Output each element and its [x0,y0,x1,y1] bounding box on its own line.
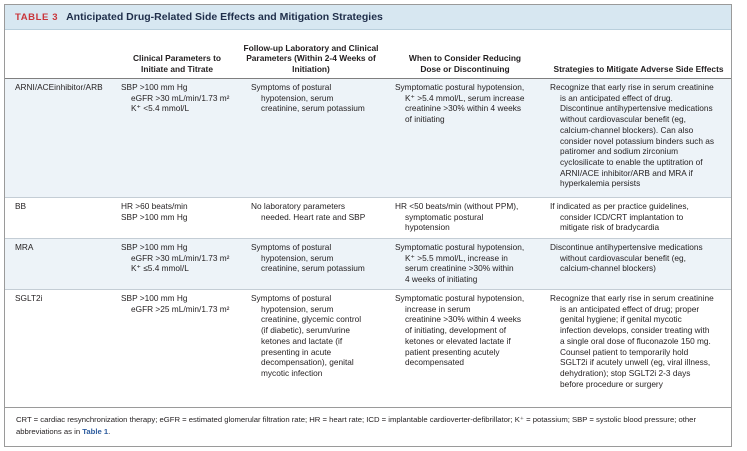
cell-line: Recognize that early rise in serum creatinine [550,293,714,303]
cell-line: serum creatinine >30% within [405,263,514,274]
table-title: Anticipated Drug-Related Side Effects and Mitigation Strategies [66,11,383,23]
cell-line: hypotension, serum [261,252,334,263]
cell-line: SBP >100 mm Hg [121,211,188,222]
cell-line: 4 weeks of initiating [405,274,478,285]
row-bb-initiate [121,201,188,222]
footnote-divider [5,407,731,408]
cell-line: creatinine, glycemic control [261,314,362,325]
cell-line: of initiating [405,114,445,125]
row-sglt2i-reduce [395,293,524,368]
header-line: Strategies to Mitigate Adverse Side Effects [553,63,724,74]
cell-line: presenting in acute [261,346,332,357]
header-reduce [389,36,541,74]
row-divider [5,197,731,198]
cell-line: cyclosilicate to enable the uptitration of [560,156,703,167]
footnote-suffix: . [108,426,111,436]
cell-line: ARNI/ACE inhibitor/ARB and MRA if [560,167,693,178]
cell-line: symptomatic postural [405,211,484,222]
cell-line: without cardiovascular benefit (eg, [560,252,686,263]
header-line: Initiation) [292,63,330,74]
cell-line: creatinine, serum potassium [261,103,365,114]
row-bb-mitigate [550,201,689,233]
cell-line: Symptomatic postural hypotension, [395,293,525,303]
cell-line: creatinine >30% within 4 weeks [405,103,521,114]
cell-line: hypotension, serum [261,92,334,103]
table-title-bar [5,5,731,30]
row-mra-followup [251,242,365,274]
cell-line: hypotension, serum [261,303,334,314]
row-divider [5,289,731,290]
cell-line: ketones or elevated lactate if [405,335,511,346]
cell-line: dehydration); stop SGLT2i 2-3 days [560,367,691,378]
cell-line: calcium-channel blockers). Can also [560,124,694,135]
row-divider [5,238,731,239]
cell-line: eGFR >30 mL/min/1.73 m² [131,252,230,263]
cell-line: is an anticipated effect of drug; proper [560,303,700,314]
header-initiate [123,36,231,74]
footnote-line-1: CRT = cardiac resynchronization therapy; eGFR = estimated glomerular filtration rate; HR = heart rate; ICD = implantable cardioverter-defibrillator; K⁺ = potassium; SBP = systolic blood pressure; other [16,415,697,424]
cell-line: K⁺ >5.4 mmol/L, serum increase [405,92,525,103]
cell-line: patient presenting acutely [405,346,500,357]
cell-line: K⁺ ≤5.4 mmol/L [131,263,189,274]
header-followup [241,36,381,74]
cell-line: consider ICD/CRT implantation to [560,211,684,222]
cell-line: Symptomatic postural hypotension, [395,242,525,252]
header-drug [5,36,113,74]
cell-line: is an anticipated effect of drug. [560,92,673,103]
footnote-line-2 [16,426,724,438]
row-arni-reduce [395,82,524,125]
cell-line: Symptoms of postural [251,82,332,92]
row-bb-drug: BB [15,201,27,211]
cell-line: genital hygiene; if genital mycotic [560,314,682,325]
cell-line: HR >60 beats/min [121,201,188,211]
cell-line: hypotension [405,222,450,233]
header-line: Initiate and Titrate [141,63,213,74]
cell-line: No laboratory parameters [251,201,346,211]
row-sglt2i-followup [251,293,361,379]
row-sglt2i-mitigate [550,293,714,389]
cell-line: increase in serum [405,303,471,314]
cell-line: mitigate risk of bradycardia [560,222,660,233]
table-label: TABLE 3 [15,11,59,23]
row-mra-drug: MRA [15,242,34,252]
cell-line: Discontinue antihypertensive medications [550,242,703,252]
row-arni-followup [251,82,365,114]
cell-line: Counsel patient to temporarily hold [560,346,689,357]
cell-line: infection develops, consider treating with [560,325,710,336]
cell-line: decompensated [405,357,465,368]
cell-line: eGFR >30 mL/min/1.73 m² [131,92,230,103]
row-mra-mitigate [550,242,703,274]
row-sglt2i-drug: SGLT2i [15,293,43,303]
cell-line: K⁺ >5.5 mmol/L, increase in [405,252,508,263]
row-mra-reduce [395,242,524,285]
cell-line: before procedure or surgery [560,378,663,389]
header-line: Clinical Parameters to [133,53,221,64]
cell-line: (if diabetic), serum/urine [261,325,350,336]
cell-line: ketones and lactate (if [261,335,343,346]
cell-line: without cardiovascular benefit (eg, [560,114,686,125]
row-bb-reduce [395,201,518,233]
cell-line: of initiating, development of [405,325,507,336]
header-line: Follow-up Laboratory and Clinical [243,43,379,54]
cell-line: HR <50 beats/min (without PPM), [395,201,519,211]
cell-line: SBP >100 mm Hg [121,242,188,252]
table-1-link[interactable]: Table 1 [82,426,109,436]
cell-line: Discontinue antihypertensive medications [560,103,713,114]
table-footnote [16,414,724,438]
header-line: Dose or Discontinuing [420,63,510,74]
row-arni-initiate [121,82,229,114]
row-mra-initiate [121,242,229,274]
cell-line: mycotic infection [261,367,323,378]
row-arni-drug: ARNI/ACEinhibitor/ARB [15,82,103,92]
footnote-prefix: abbreviations as in [16,426,83,436]
cell-line: SBP >100 mm Hg [121,293,188,303]
header-mitigate [546,36,731,74]
row-sglt2i-initiate [121,293,229,314]
cell-line: hyperkalemia persists [560,178,641,189]
cell-line: Symptoms of postural [251,293,332,303]
header-line: Parameters (Within 2-4 Weeks of [246,53,376,64]
cell-line: decompensation), genital [261,357,354,368]
table-figure [4,4,732,447]
cell-line: creatinine >30% within 4 weeks [405,314,521,325]
cell-line: If indicated as per practice guidelines, [550,201,689,211]
cell-line: Recognize that early rise in serum creatinine [550,82,714,92]
cell-line: a single oral dose of fluconazole 150 mg. [560,335,711,346]
cell-line: SBP >100 mm Hg [121,82,188,92]
cell-line: Symptoms of postural [251,242,332,252]
row-bb-followup [251,201,365,222]
cell-line: SGLT2i if acutely unwell (eg, viral illness, [560,357,711,368]
cell-line: eGFR >25 mL/min/1.73 m² [131,303,230,314]
header-line: When to Consider Reducing [408,53,522,64]
row-arni-mitigate [550,82,714,189]
cell-line: Symptomatic postural hypotension, [395,82,525,92]
cell-line: K⁺ <5.4 mmol/L [131,103,190,114]
cell-line: calcium-channel blockers) [560,263,656,274]
cell-line: creatinine, serum potassium [261,263,365,274]
cell-line: needed. Heart rate and SBP [261,211,366,222]
cell-line: consider novel potassium binders such as [560,135,715,146]
cell-line: patiromer and sodium zirconium [560,146,679,157]
